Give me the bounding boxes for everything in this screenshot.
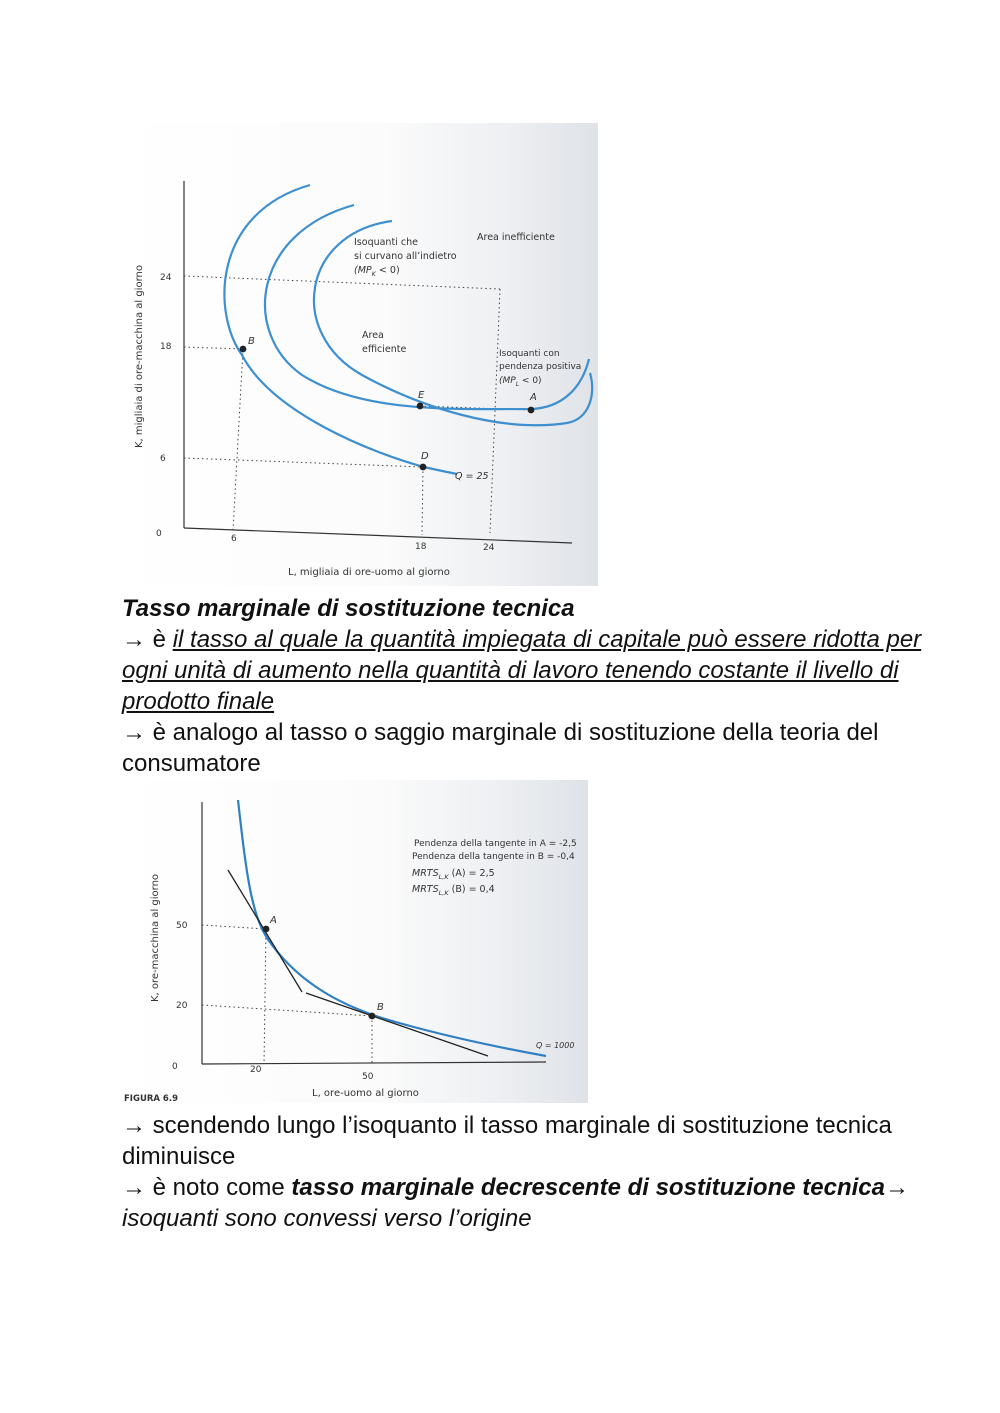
figure-caption: FIGURA 6.9 xyxy=(124,1094,178,1103)
isoquant-curves xyxy=(224,185,592,474)
label-backward-line2: si curvano all’indietro xyxy=(354,251,457,262)
arrow-glyph: → xyxy=(122,1174,146,1201)
point-b xyxy=(240,346,247,353)
descending-line: → scendendo lungo l’isoquanto il tasso marginale di sostituzione tecnica diminuisce xyxy=(122,1112,892,1170)
section-tasso-marginale xyxy=(122,593,922,779)
curve-label-q25: Q = 25 xyxy=(455,471,489,482)
isoquant-curve-outer xyxy=(224,185,457,474)
arrow-glyph: → xyxy=(884,1174,909,1201)
analogy-line: → è analogo al tasso o saggio marginale di sostituzione della teoria del consumatore xyxy=(122,719,879,777)
point-e xyxy=(417,403,424,410)
tangent-slope-a: Pendenza della tangente in A = -2,5 xyxy=(414,839,577,849)
y-tick-20: 20 xyxy=(176,1001,188,1011)
label-positive-line1: Isoquanti con xyxy=(499,349,560,359)
x-axis-label: L, ore-uomo al giorno xyxy=(312,1088,419,1099)
point-label-e: E xyxy=(418,390,425,401)
mrts-chart xyxy=(122,780,588,1103)
tangent-at-b xyxy=(306,993,488,1056)
section-heading: Tasso marginale di sostituzione tecnica xyxy=(122,595,575,622)
point-a xyxy=(263,926,270,933)
y-tick-50: 50 xyxy=(176,921,188,931)
label-efficient-line1: Area xyxy=(362,330,384,341)
label-positive-line3: $(MP_L < 0)$ xyxy=(499,376,542,388)
guide-lines xyxy=(184,276,531,535)
point-b xyxy=(369,1013,376,1020)
isoquant-areas-chart xyxy=(122,123,598,586)
definition-text: il tasso al quale la quantità impiegata di capitale può essere ridotta per ogni unità di aumento nella quantità di lavoro tenendo costante il livello di prodotto finale xyxy=(122,626,922,715)
y-tick-6: 6 xyxy=(160,454,166,464)
point-a xyxy=(528,407,535,414)
arrow-glyph: → xyxy=(122,1112,146,1139)
guide-lines xyxy=(202,925,372,1064)
label-efficient-line2: efficiente xyxy=(362,344,407,355)
definition-line: → è il tasso al quale la quantità impiegata di capitale può essere ridotta per ogni unità di aumento nella quantità di lavoro tenendo costante il livello di prodotto finale xyxy=(122,626,922,715)
convexity-line: → è noto come tasso marginale decrescente di sostituzione tecnica→ isoquanti sono convessi verso l’origine xyxy=(122,1174,909,1232)
label-backward-line1: Isoquanti che xyxy=(354,237,418,248)
point-label-a: A xyxy=(270,915,277,926)
origin-label: 0 xyxy=(156,529,162,539)
mrts-a: $MRTS_{L,K}$ (A) = 2,5 xyxy=(412,868,495,881)
point-label-d: D xyxy=(421,451,429,462)
x-tick-18: 18 xyxy=(415,542,427,552)
label-inefficient: Area inefficiente xyxy=(477,232,555,243)
label-positive-line2: pendenza positiva xyxy=(499,362,582,372)
x-tick-6: 6 xyxy=(231,534,237,544)
x-axis xyxy=(184,528,572,543)
y-tick-18: 18 xyxy=(160,342,172,352)
isoquant-areas-figure xyxy=(122,123,598,586)
x-tick-50: 50 xyxy=(362,1072,374,1082)
decreasing-mrts-term: tasso marginale decrescente di sostituzione tecnica xyxy=(291,1174,885,1201)
mrts-figure xyxy=(122,780,588,1103)
arrow-glyph: → xyxy=(122,626,146,653)
point-label-b: B xyxy=(248,336,255,347)
y-axis-label: K, migliaia di ore-macchina al giorno xyxy=(134,265,145,448)
section-decreasing-mrts xyxy=(122,1110,922,1234)
curve-label-q1000: Q = 1000 xyxy=(536,1041,575,1050)
x-tick-20: 20 xyxy=(250,1065,262,1075)
tangent-slope-b: Pendenza della tangente in B = -0,4 xyxy=(412,852,575,862)
origin-label: 0 xyxy=(172,1062,178,1072)
point-label-b: B xyxy=(377,1002,384,1013)
arrow-glyph: → xyxy=(122,719,146,746)
mrts-b: $MRTS_{L,K}$ (B) = 0,4 xyxy=(412,884,495,897)
x-axis xyxy=(202,1062,546,1064)
y-tick-24: 24 xyxy=(160,273,172,283)
x-tick-24: 24 xyxy=(483,543,495,553)
point-d xyxy=(420,464,427,471)
point-label-a: A xyxy=(530,392,537,403)
y-axis-label: K, ore-macchina al giorno xyxy=(150,873,161,1002)
points xyxy=(240,346,535,471)
x-axis-label: L, migliaia di ore-uomo al giorno xyxy=(288,567,450,578)
label-backward-line3: $(MP_K < 0)$ xyxy=(354,265,400,278)
